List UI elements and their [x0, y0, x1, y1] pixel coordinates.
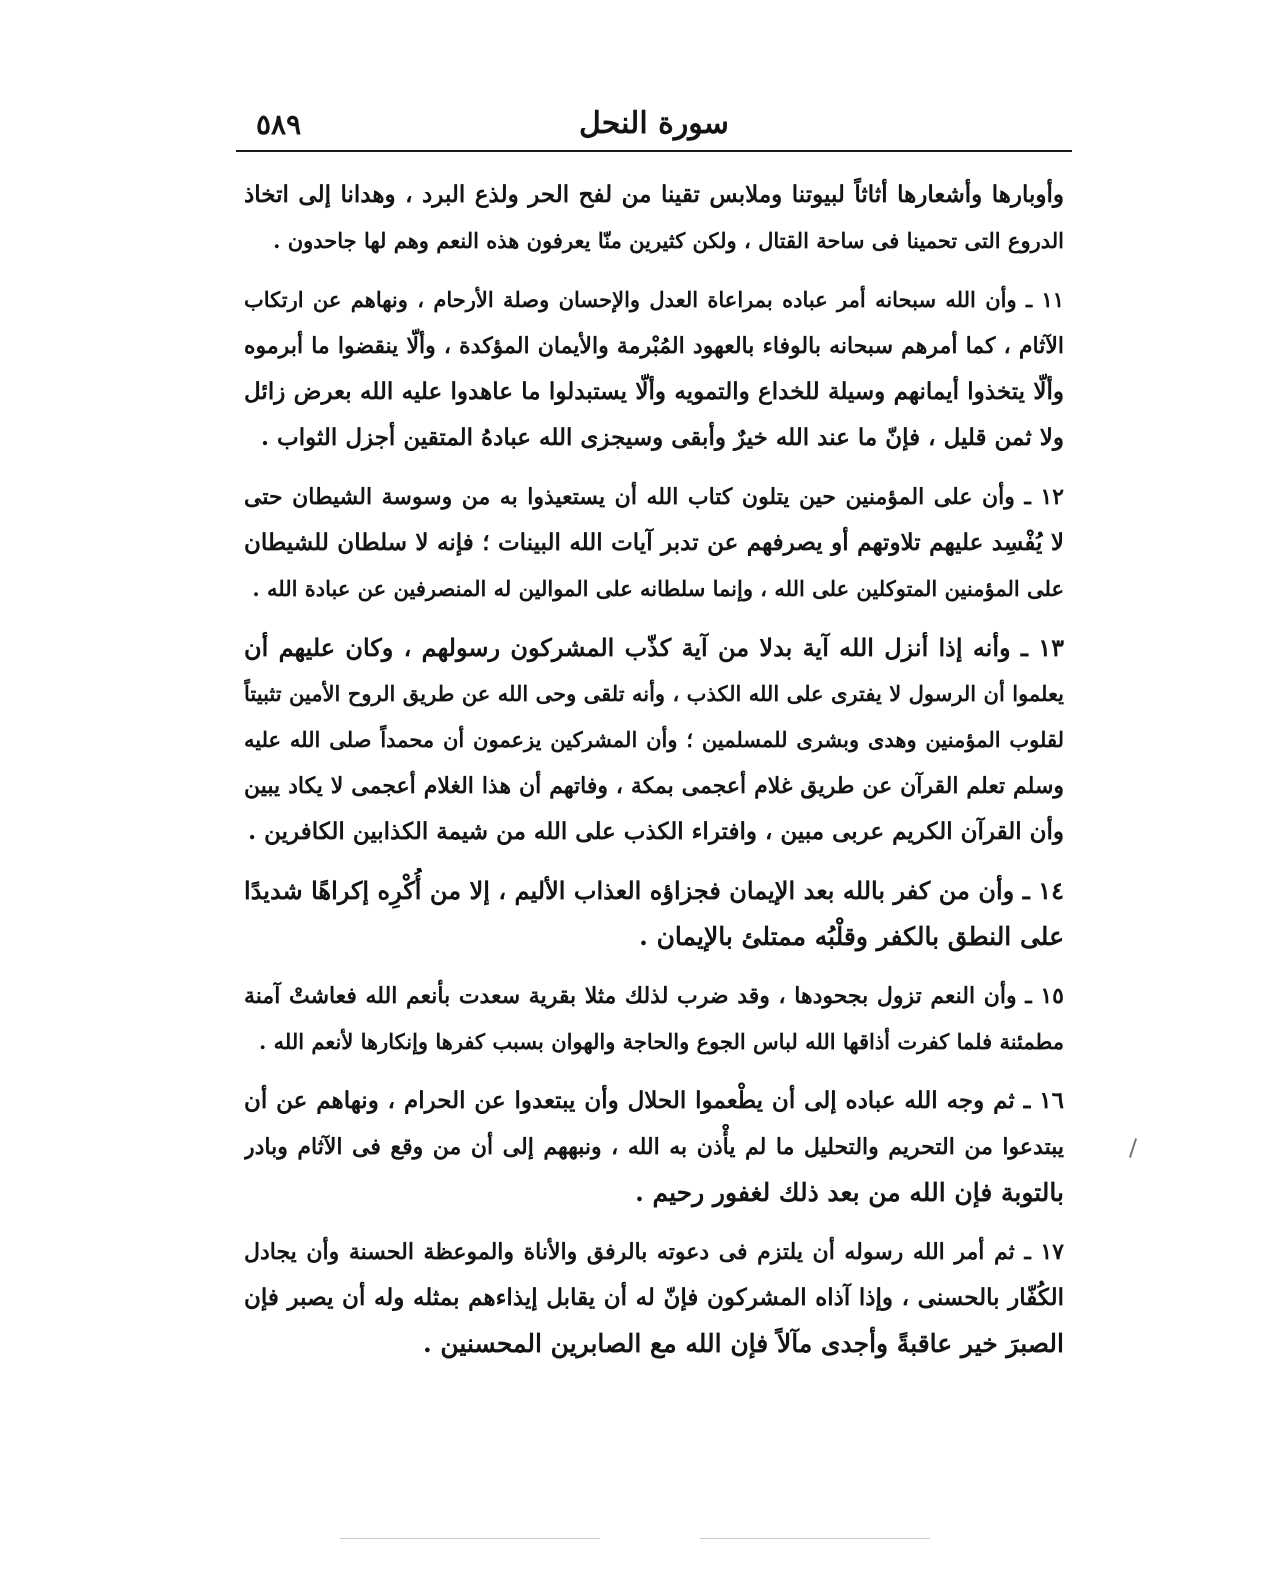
text-line: بالتوبة فإن الله من بعد ذلك لغفور رحيم .: [635, 1178, 1064, 1207]
paragraph-17: [244, 1229, 1064, 1367]
text-line: يبتدعوا من التحريم والتحليل ما لم يأْذن به الله ، ونبههم إلى أن من وقع فى الآثام وبادر: [244, 1134, 1064, 1160]
text-line: وأن القرآن الكريم عربى مبين ، وافتراء الكذب على الله من شيمة الكذابين الكافرين .: [248, 818, 1064, 845]
running-title: سورة النحل: [579, 106, 729, 141]
text-line: مطمئنة فلما كفرت أذاقها الله لباس الجوع والحاجة والهوان بسبب كفرها وإنكارها لأنعم الله .: [259, 1029, 1064, 1054]
paragraph-12: [244, 474, 1064, 612]
text-line: ١٣ ـ وأنه إذا أنزل الله آية بدلا من آية كذّب المشركون رسولهم ، وكان عليهم أن: [244, 633, 1064, 662]
text-line: الآثام ، كما أمرهم سبحانه بالوفاء بالعهود المُبْرمة والأيمان المؤكدة ، وألّا ينقضوا ما أبرموه: [244, 333, 1064, 359]
text-line: ولا ثمن قليل ، فإنّ ما عند الله خيرٌ وأبقى وسيجزى الله عبادهُ المتقين أجزل الثواب .: [261, 424, 1064, 451]
text-line: ١٥ ـ وأن النعم تزول بجحودها ، وقد ضرب لذلك مثلا بقرية سعدت بأنعم الله فعاشتْ آمنة: [244, 983, 1064, 1009]
paragraph-14: [244, 868, 1064, 960]
page-number: ٥٨٩: [256, 108, 302, 141]
scan-mark: [1129, 1138, 1137, 1158]
text-line: الدروع التى تحمينا فى ساحة القتال ، ولكن كثيرين منّا يعرفون هذه النعم وهم لها جاحدون .: [273, 228, 1064, 253]
text-line: على المؤمنين المتوكلين على الله ، وإنما سلطانه على الموالين له المنصرفين عن عبادة الله .: [252, 576, 1064, 601]
text-line: لا يُفْسِد عليهم تلاوتهم أو يصرفهم عن تدبر آيات الله البينات ؛ فإنه لا سلطان للشيطان: [244, 529, 1064, 556]
page-header: [236, 104, 1072, 148]
text-line: ١٢ ـ وأن على المؤمنين حين يتلون كتاب الله أن يستعيذوا به من وسوسة الشيطان حتى: [244, 484, 1064, 510]
paragraph-16: [244, 1078, 1064, 1216]
text-line: على النطق بالكفر وقلْبُه ممتلئ بالإيمان .: [639, 922, 1064, 951]
text-line: وألّا يتخذوا أيمانهم وسيلة للخداع والتمويه وألّا يستبدلوا ما عاهدوا عليه الله بعرض زائل: [244, 378, 1064, 405]
text-line: وأوبارها وأشعارها أثاثاً لبيوتنا وملابس تقينا من لفح الحر ولذع البرد ، وهدانا إلى اتخاذ: [244, 181, 1064, 208]
paragraph-intro: [244, 172, 1064, 264]
header-rule: [236, 150, 1072, 152]
text-line: ١٤ ـ وأن من كفر بالله بعد الإيمان فجزاؤه العذاب الأليم ، إلا من أُكْرِه إكراهًا شديدًا: [244, 876, 1064, 905]
text-line: الصبرَ خير عاقبةً وأجدى مآلاً فإن الله مع الصابرين المحسنين .: [422, 1329, 1064, 1358]
text-line: وسلم تعلم القرآن عن طريق غلام أعجمى بمكة ، وفاتهم أن هذا الغلام أعجمى لا يكاد يبين: [244, 773, 1064, 799]
text-line: ١٧ ـ ثم أمر الله رسوله أن يلتزم فى دعوته بالرفق والأناة والموعظة الحسنة وأن يجادل: [244, 1239, 1064, 1265]
paragraph-13: [244, 625, 1064, 855]
paragraph-15: [244, 973, 1064, 1065]
scan-smudge: [700, 1538, 930, 1539]
text-line: ١٦ ـ ثم وجه الله عباده إلى أن يطْعموا الحلال وأن يبتعدوا عن الحرام ، ونهاهم عن أن: [244, 1087, 1064, 1114]
text-line: الكُفّار بالحسنى ، وإذا آذاه المشركون فإنّ له أن يقابل إيذاءهم بمثله وله أن يصبر فإن: [244, 1284, 1064, 1311]
paragraph-11: [244, 277, 1064, 461]
page-body: [244, 172, 1064, 1380]
text-line: لقلوب المؤمنين وهدى وبشرى للمسلمين ؛ وأن المشركين يزعمون أن محمداً صلى الله عليه: [244, 727, 1064, 752]
text-line: ١١ ـ وأن الله سبحانه أمر عباده بمراعاة العدل والإحسان وصلة الأرحام ، ونهاهم عن ارتكاب: [244, 287, 1064, 312]
text-line: يعلموا أن الرسول لا يفترى على الله الكذب ، وأنه تلقى وحى الله عن طريق الروح الأمين تثبيتاً: [244, 681, 1064, 706]
scan-smudge: [340, 1538, 600, 1539]
